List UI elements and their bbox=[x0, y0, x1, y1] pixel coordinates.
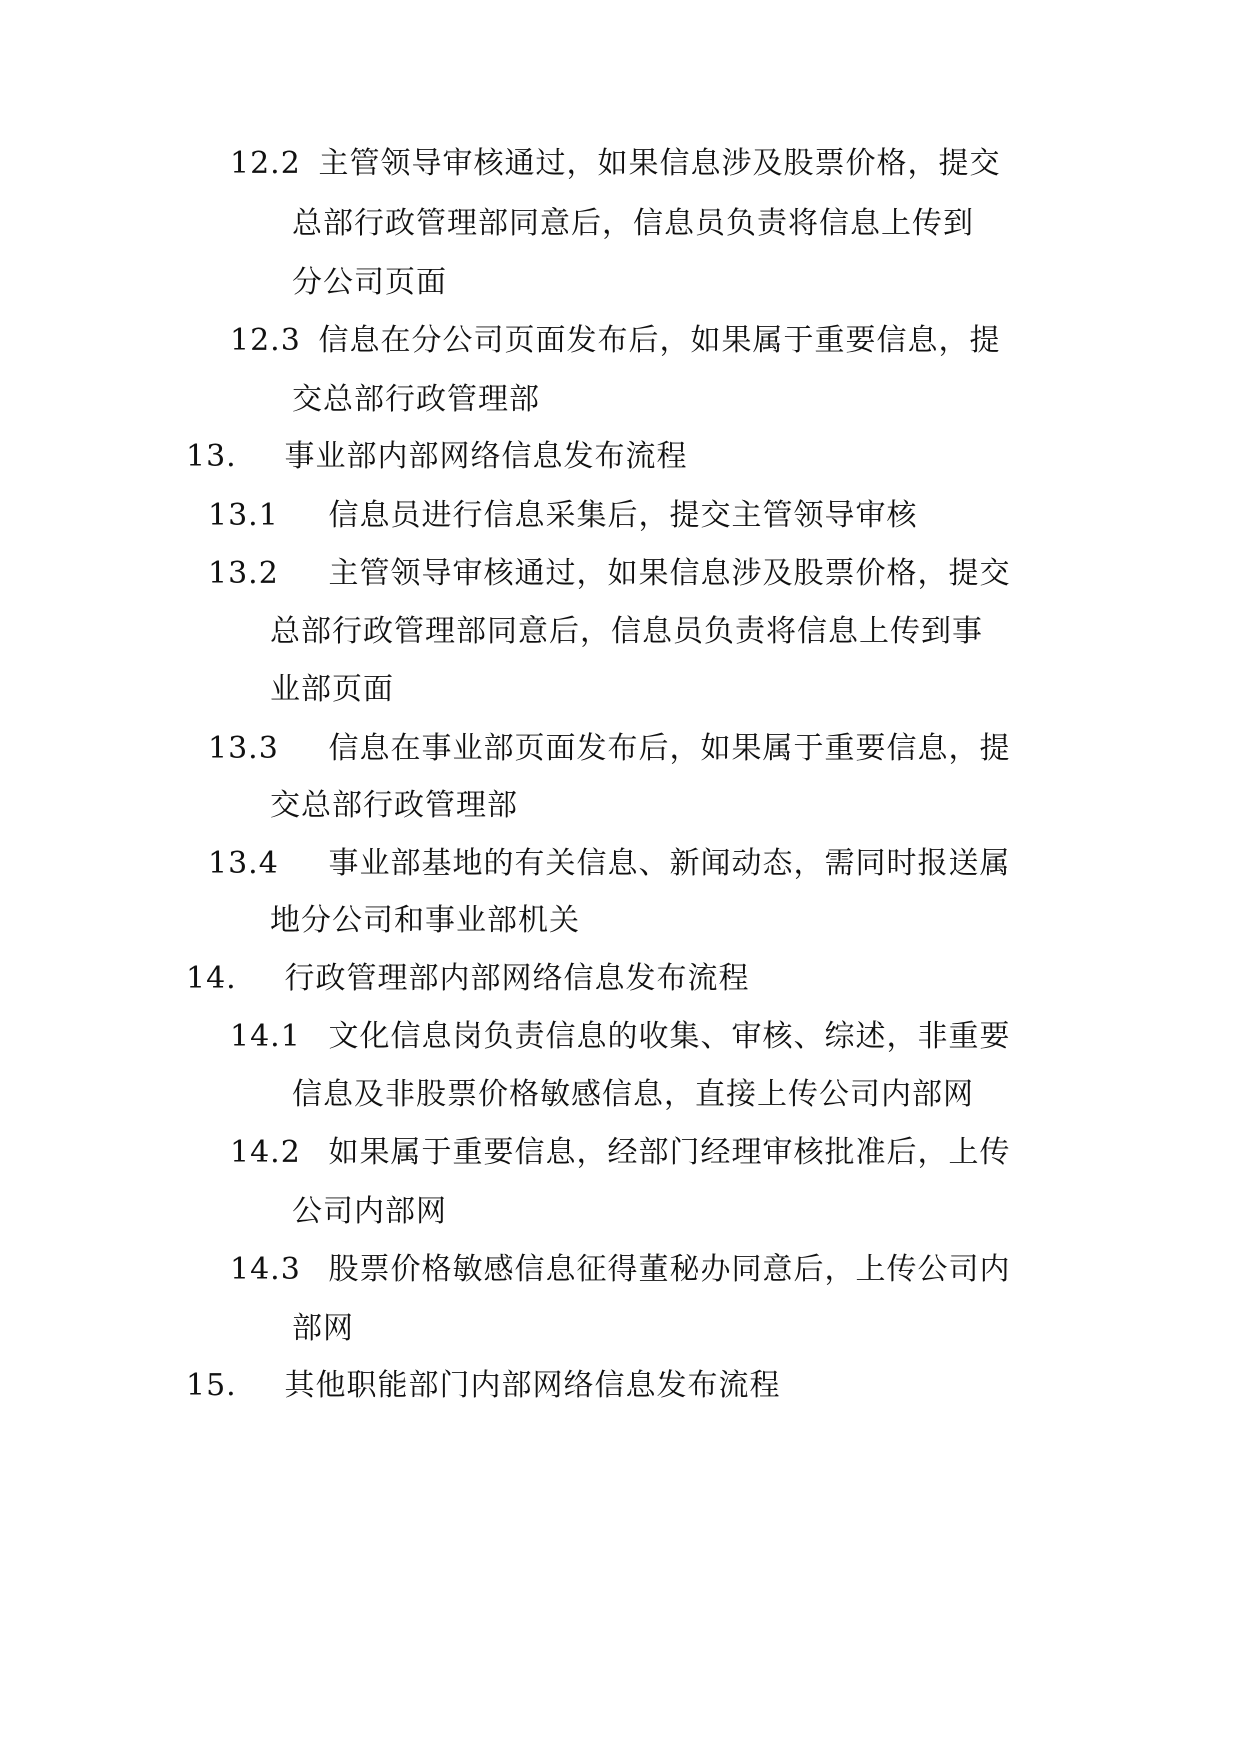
item-text: 信息在事业部页面发布后，如果属于重要信息，提 bbox=[328, 731, 1011, 766]
item-number: 14.2 bbox=[230, 1135, 301, 1170]
item-text: 事业部内部网络信息发布流程 bbox=[284, 439, 688, 474]
item-14-2-line-1 bbox=[230, 1133, 1011, 1173]
item-13-4-line-2 bbox=[270, 901, 580, 941]
item-12-2-line-3 bbox=[292, 263, 447, 303]
item-13-4-line-1 bbox=[208, 844, 1011, 884]
item-text: 公司内部网 bbox=[292, 1194, 447, 1229]
item-14-3-line-2 bbox=[292, 1309, 354, 1349]
item-text: 文化信息岗负责信息的收集、审核、综述，非重要 bbox=[328, 1019, 1011, 1054]
item-13-3-line-2 bbox=[270, 786, 518, 826]
item-number: 14.1 bbox=[230, 1019, 301, 1054]
item-number: 12.2 bbox=[230, 146, 301, 181]
item-14-3-line-1 bbox=[230, 1250, 1011, 1290]
item-text: 信息员进行信息采集后，提交主管领导审核 bbox=[328, 498, 918, 533]
item-text: 交总部行政管理部 bbox=[292, 382, 540, 417]
item-14-2-line-2 bbox=[292, 1192, 447, 1232]
item-12-2-line-1 bbox=[230, 144, 1001, 184]
item-number: 14.3 bbox=[230, 1252, 301, 1287]
item-text: 分公司页面 bbox=[292, 265, 447, 300]
item-text: 总部行政管理部同意后，信息员负责将信息上传到 bbox=[292, 206, 974, 241]
item-text: 业部页面 bbox=[270, 672, 394, 707]
item-number: 13.1 bbox=[208, 498, 279, 533]
heading-15 bbox=[186, 1366, 781, 1406]
item-text: 信息在分公司页面发布后，如果属于重要信息，提 bbox=[318, 323, 1001, 358]
item-12-3-line-1 bbox=[230, 321, 1001, 361]
item-number: 13.4 bbox=[208, 846, 279, 881]
item-number: 13.2 bbox=[208, 556, 279, 591]
item-13-3-line-1 bbox=[208, 729, 1011, 769]
item-text: 地分公司和事业部机关 bbox=[270, 903, 580, 938]
item-14-1-line-2 bbox=[292, 1075, 974, 1115]
heading-13 bbox=[186, 437, 688, 477]
item-text: 股票价格敏感信息征得董秘办同意后，上传公司内 bbox=[328, 1252, 1011, 1287]
item-text: 主管领导审核通过，如果信息涉及股票价格，提交 bbox=[328, 556, 1011, 591]
item-text: 事业部基地的有关信息、新闻动态，需同时报送属 bbox=[328, 846, 1011, 881]
item-13-2-line-2 bbox=[270, 612, 983, 652]
item-14-1-line-1 bbox=[230, 1017, 1011, 1057]
item-number: 13. bbox=[186, 439, 237, 474]
item-text: 交总部行政管理部 bbox=[270, 788, 518, 823]
item-number: 13.3 bbox=[208, 731, 279, 766]
item-13-2-line-3 bbox=[270, 670, 394, 710]
item-text: 信息及非股票价格敏感信息，直接上传公司内部网 bbox=[292, 1077, 974, 1112]
item-number: 12.3 bbox=[230, 323, 301, 358]
heading-14 bbox=[186, 959, 750, 999]
item-text: 如果属于重要信息，经部门经理审核批准后，上传 bbox=[328, 1135, 1011, 1170]
item-text: 主管领导审核通过，如果信息涉及股票价格，提交 bbox=[318, 146, 1001, 181]
item-text: 部网 bbox=[292, 1311, 354, 1346]
item-12-2-line-2 bbox=[292, 204, 974, 244]
item-13-1-line-1 bbox=[208, 496, 918, 536]
item-13-2-line-1 bbox=[208, 554, 1011, 594]
item-text: 总部行政管理部同意后，信息员负责将信息上传到事 bbox=[270, 614, 983, 649]
item-text: 其他职能部门内部网络信息发布流程 bbox=[284, 1368, 781, 1403]
item-number: 14. bbox=[186, 961, 237, 996]
item-text: 行政管理部内部网络信息发布流程 bbox=[284, 961, 750, 996]
item-12-3-line-2 bbox=[292, 380, 540, 420]
item-number: 15. bbox=[186, 1368, 237, 1403]
